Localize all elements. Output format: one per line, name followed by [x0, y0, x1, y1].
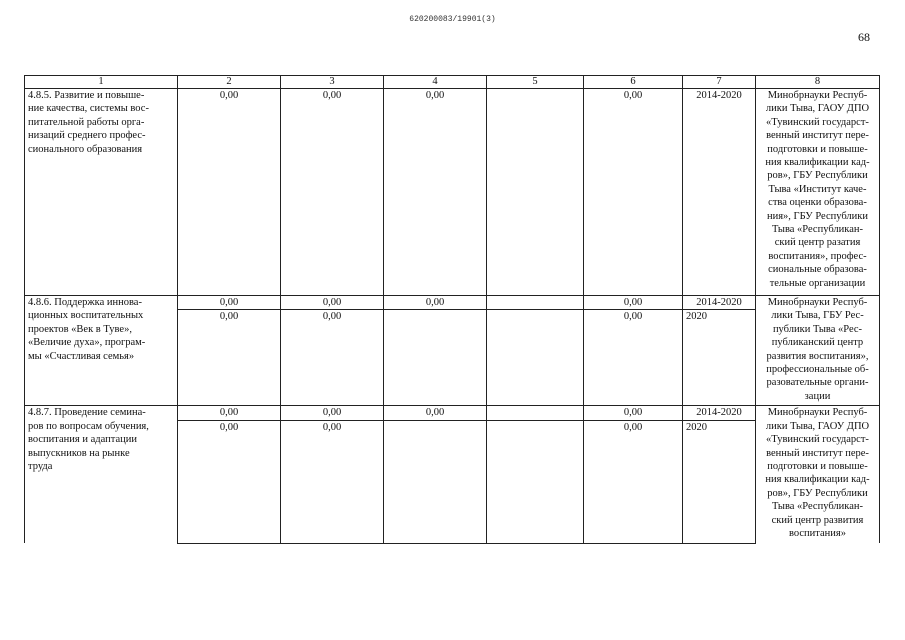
activity-name: 4.8.5. Развитие и повыше- ние качества, системы вос- питательной работы орга- низаций среднего профес- сионального образования [25, 89, 178, 296]
cell-c2: 0,00 [178, 406, 281, 420]
table-row [25, 406, 880, 420]
cell-c3: 0,00 [281, 406, 384, 420]
column-header: 3 [281, 76, 384, 89]
activity-name: 4.8.6. Поддержка иннова- ционных воспитательных проектов «Век в Туве», «Величие духа», програм- мы «Счастливая семья» [25, 296, 178, 406]
cell-c5 [487, 406, 584, 420]
column-header: 7 [683, 76, 756, 89]
cell-c6: 0,00 [584, 89, 683, 296]
cell-c4: 0,00 [384, 296, 487, 310]
cell-c4: 0,00 [384, 89, 487, 296]
cell-c6: 0,00 [584, 420, 683, 543]
cell-c4 [384, 420, 487, 543]
cell-c7: 2020 [683, 420, 756, 543]
column-header: 6 [584, 76, 683, 89]
cell-c2: 0,00 [178, 296, 281, 310]
cell-c4 [384, 310, 487, 406]
cell-c7: 2020 [683, 310, 756, 406]
program-table [24, 75, 880, 544]
cell-c3: 0,00 [281, 420, 384, 543]
cell-c2: 0,00 [178, 89, 281, 296]
cell-c5 [487, 310, 584, 406]
cell-c4: 0,00 [384, 406, 487, 420]
activity-name: 4.8.7. Проведение семина- ров по вопросам обучения, воспитания и адаптации выпускников на рынке труда [25, 406, 178, 543]
column-header: 4 [384, 76, 487, 89]
executor-text: Минобрнауки Респуб- лики Тыва, ГАОУ ДПО «Тувинский государст- венный институт пере- подготовки и повыше- ния квалификации кад- ров», ГБУ Республики Тыва «Республикан- ский центр развития воспитания» [756, 406, 880, 543]
column-header: 1 [25, 76, 178, 89]
cell-c2: 0,00 [178, 310, 281, 406]
cell-c3: 0,00 [281, 310, 384, 406]
executor-text: Минобрнауки Респуб- лики Тыва, ГБУ Рес- публики Тыва «Рес- публиканский центр развития воспитания», профессиональные об- разовательные органи- зации [756, 296, 880, 406]
cell-c7: 2014-2020 [683, 296, 756, 310]
column-header: 2 [178, 76, 281, 89]
cell-c3: 0,00 [281, 296, 384, 310]
cell-c7: 2014-2020 [683, 89, 756, 296]
page-number: 68 [858, 30, 870, 44]
cell-c5 [487, 89, 584, 296]
cell-c6: 0,00 [584, 310, 683, 406]
cell-c5 [487, 296, 584, 310]
cell-c6: 0,00 [584, 296, 683, 310]
column-header: 5 [487, 76, 584, 89]
cell-c6: 0,00 [584, 406, 683, 420]
executor-text: Минобрнауки Респуб- лики Тыва, ГАОУ ДПО «Тувинский государст- венный институт пере- подготовки и повыше- ния квалификации кад- ров», ГБУ Республики Тыва «Институт каче- ства оценки образова- ния», ГБУ Республики Тыва «Республикан- ский центр разатия воспитания», профес- сиональные образова- тельные организации [756, 89, 880, 296]
table-row [25, 89, 880, 296]
table-header-row [25, 76, 880, 89]
cell-c2: 0,00 [178, 420, 281, 543]
document-stamp: 620200083/19901(3) [409, 15, 496, 24]
cell-c5 [487, 420, 584, 543]
cell-c3: 0,00 [281, 89, 384, 296]
column-header: 8 [756, 76, 880, 89]
cell-c7: 2014-2020 [683, 406, 756, 420]
table-row [25, 296, 880, 310]
